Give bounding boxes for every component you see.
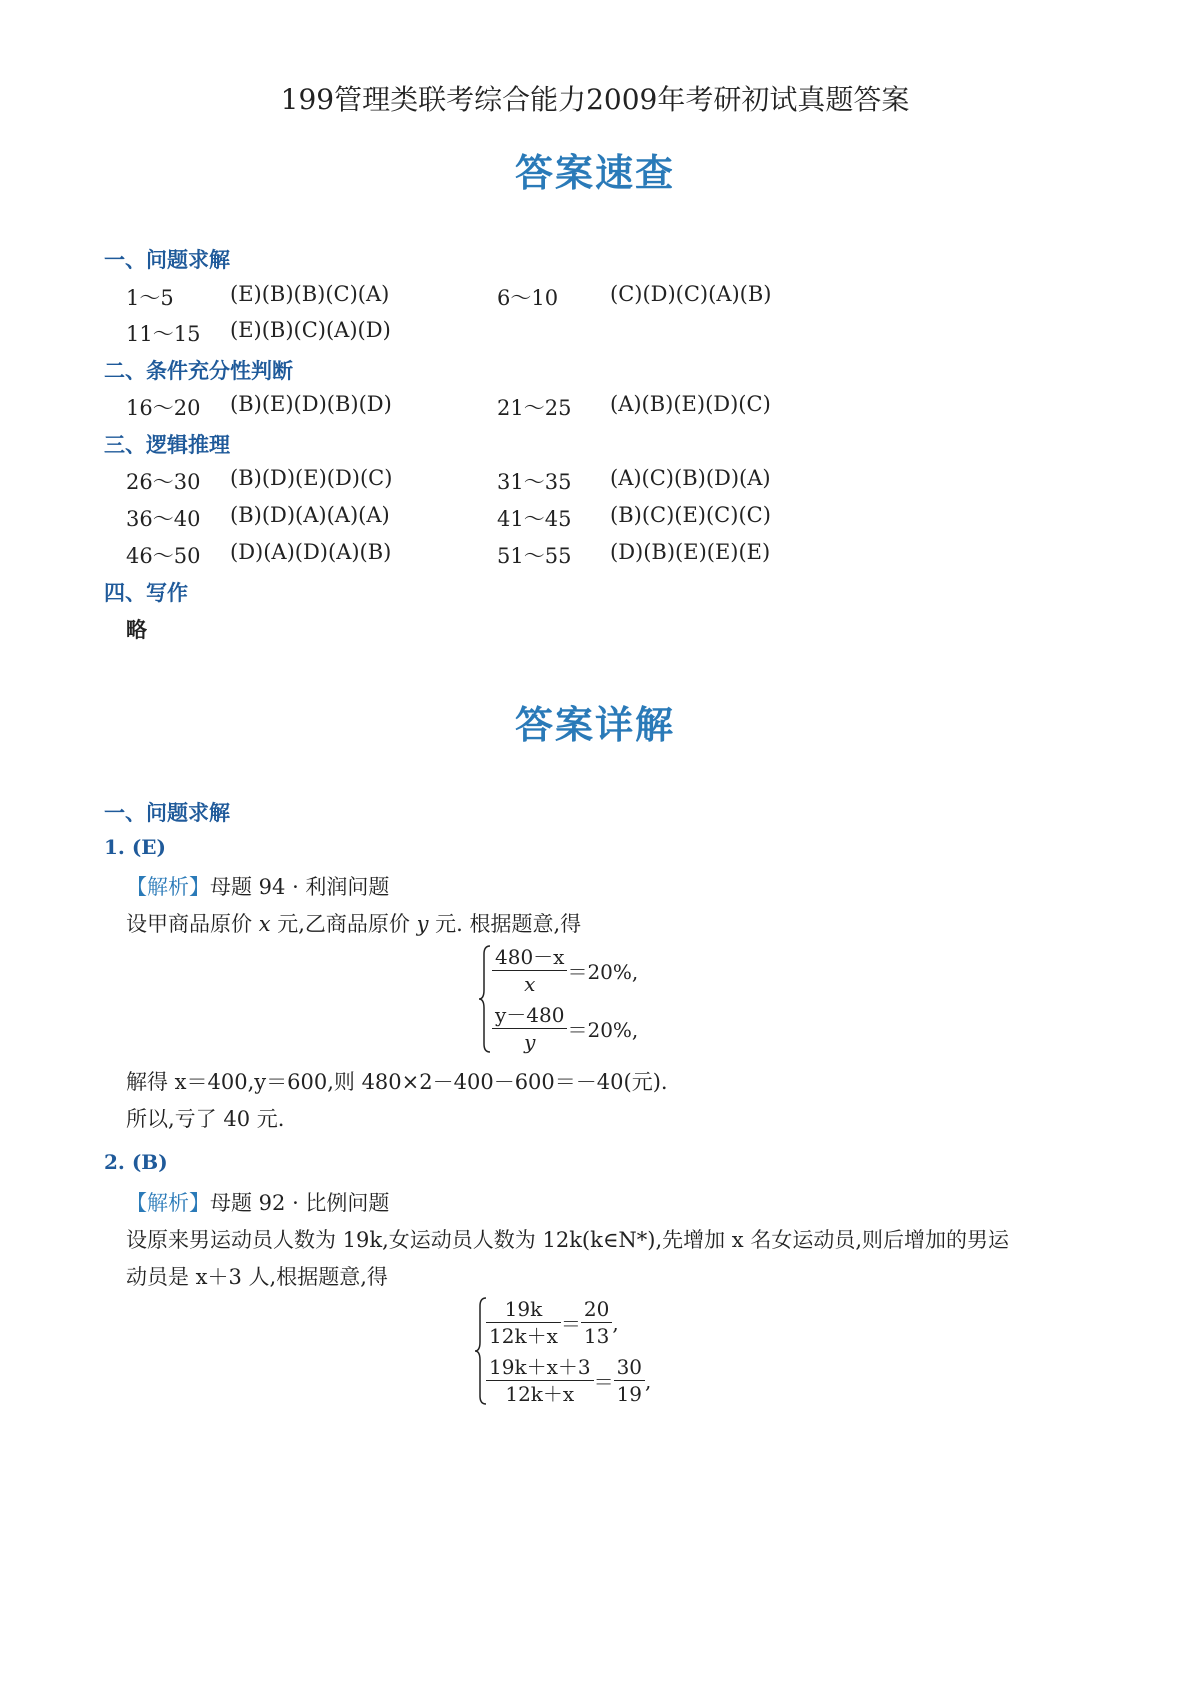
equation-2 [492,1002,638,1055]
equation-rhs: ＝20%, [567,1018,639,1042]
quick-answers-heading: 答案速查 [514,151,675,195]
range-label: 21～25 [497,396,572,420]
text-segment: 设甲商品原价 [126,912,259,936]
question-1-equation-system [478,944,678,1054]
text-segment: 元,乙商品原价 [270,912,417,936]
answer-set: (B)(E)(D)(B)(D) [230,392,392,416]
question-1-answer: 1. (E) [104,835,167,859]
analysis-topic: 母题 92 · 比例问题 [210,1191,390,1215]
writing-answer: 略 [126,618,147,642]
answer-set: (A)(C)(B)(D)(A) [610,466,771,490]
analysis-topic: 母题 94 · 利润问题 [210,875,390,899]
answer-set: (E)(B)(B)(C)(A) [230,282,390,306]
range-label: 11～15 [126,322,201,346]
answer-set: (B)(D)(A)(A)(A) [230,503,390,527]
question-2-answer: 2. (B) [104,1150,168,1174]
numerator: 19k [486,1296,561,1323]
range-label: 46～50 [126,544,201,568]
range-label: 51～55 [497,544,572,568]
numerator: 19k＋x＋3 [486,1354,594,1381]
text-segment: 元. 根据题意,得 [428,912,582,936]
question-1-setup [126,908,581,938]
section-sufficiency: 二、条件充分性判断 [104,359,293,383]
fraction [486,1354,594,1407]
answer-set: (B)(D)(E)(D)(C) [230,466,393,490]
punctuation: , [612,1310,619,1335]
denominator: x [524,972,536,996]
denominator: 19 [616,1382,643,1406]
question-1-conclusion: 所以,亏了 40 元. [126,1107,285,1131]
variable-y: y [416,912,429,936]
answer-set: (E)(B)(C)(A)(D) [230,318,391,342]
answer-set: (D)(B)(E)(E)(E) [610,540,771,564]
numerator: y－480 [492,1002,567,1029]
section-writing: 四、写作 [104,581,188,605]
analysis-tag: 【解析】 [126,1191,210,1215]
document-title: 199管理类联考综合能力2009年考研初试真题答案 [280,83,910,116]
section-logic: 三、逻辑推理 [104,433,230,457]
question-1-solution: 解得 x＝400,y＝600,则 480×2－400－600＝－40(元). [126,1070,668,1094]
fraction [581,1296,612,1349]
equation-1 [492,944,638,997]
denominator: 13 [583,1324,610,1348]
equation-1 [486,1296,619,1349]
left-brace-icon [478,944,492,1054]
answer-set: (A)(B)(E)(D)(C) [610,392,771,416]
range-label: 1～5 [126,286,174,310]
fraction [486,1296,561,1349]
fraction [492,944,567,997]
denominator: 12k＋x [489,1324,558,1348]
equals-sign: ＝ [560,1312,581,1336]
range-label: 41～45 [497,507,572,531]
section-problem-solving-detail: 一、问题求解 [104,801,230,825]
denominator: 12k＋x [505,1382,575,1406]
question-2-setup-line-1: 设原来男运动员人数为 19k,女运动员人数为 12k(k∈N*),先增加 x 名女运动员,则后增加的男运 [126,1228,1009,1252]
answer-set: (B)(C)(E)(C)(C) [610,503,771,527]
question-1-analysis-line [126,871,389,901]
analysis-tag: 【解析】 [126,875,210,899]
question-2-equation-system [474,1296,674,1406]
range-label: 36～40 [126,507,201,531]
section-problem-solving: 一、问题求解 [104,248,230,272]
numerator: 20 [581,1296,612,1323]
range-label: 31～35 [497,470,572,494]
answer-set: (C)(D)(C)(A)(B) [610,282,772,306]
equals-sign: ＝ [593,1370,614,1394]
range-label: 26～30 [126,470,201,494]
range-label: 16～20 [126,396,201,420]
question-2-setup-line-2: 动员是 x＋3 人,根据题意,得 [126,1265,388,1289]
denominator: y [524,1030,536,1054]
equation-rhs: ＝20%, [567,960,639,984]
detailed-answers-heading: 答案详解 [514,703,675,747]
fraction [492,1002,567,1055]
equation-2 [486,1354,651,1407]
variable-x: x [258,912,271,936]
answer-set: (D)(A)(D)(A)(B) [230,540,392,564]
range-label: 6～10 [497,286,559,310]
numerator: 480－x [492,944,567,971]
numerator: 30 [614,1354,645,1381]
fraction [614,1354,645,1407]
punctuation: , [645,1368,652,1393]
question-2-analysis-line [126,1187,389,1217]
